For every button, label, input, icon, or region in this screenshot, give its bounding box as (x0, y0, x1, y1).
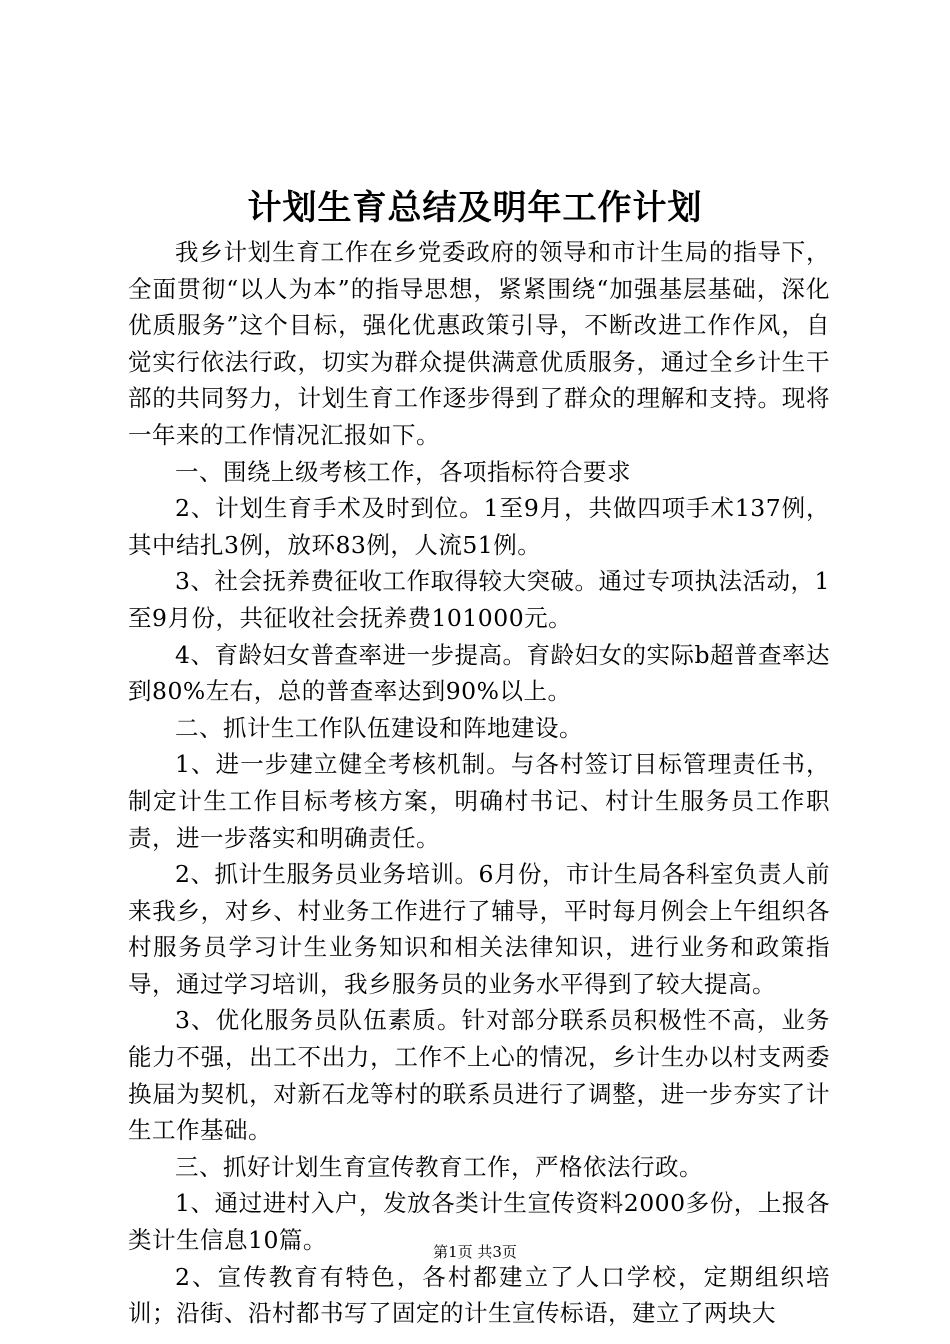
paragraph: 1、进一步建立健全考核机制。与各村签订目标管理责任书，制定计生工作目标考核方案，明确村书记、村计生服务员工作职责，进一步落实和明确责任。 (128, 750, 830, 852)
section-heading: 二、抓计生工作队伍建设和阵地建设。 (175, 713, 583, 742)
document-body (128, 234, 830, 1332)
section-heading: 一、围绕上级考核工作，各项指标符合要求 (175, 457, 631, 486)
paragraph: 2、抓计生服务员业务培训。6月份，市计生局各科室负责人前来我乡，对乡、村业务工作进行了辅导，平时每月例会上午组织各村服务员学习计生业务知识和相关法律知识，进行业务和政策指导，通过学习培训，我乡服务员的业务水平得到了较大提高。 (128, 860, 830, 998)
paragraph: 我乡计划生育工作在乡党委政府的领导和市计生局的指导下，全面贯彻“以人为本”的指导思想，紧紧围绕“加强基层基础，深化优质服务”这个目标，强化优惠政策引导，不断改进工作作风，自觉实行依法行政，切实为群众提供满意优质服务，通过全乡计生干部的共同努力，计划生育工作逐步得到了群众的理解和支持。现将一年来的工作情况汇报如下。 (128, 238, 830, 449)
paragraph: 3、社会抚养费征收工作取得较大突破。通过专项执法活动，1至9月份，共征收社会抚养费101000元。 (128, 567, 830, 632)
paragraph: 2、计划生育手术及时到位。1至9月，共做四项手术137例，其中结扎3例，放环83例，人流51例。 (128, 494, 830, 559)
page-title: 计划生育总结及明年工作计划 (247, 188, 703, 228)
paragraph: 4、育龄妇女普查率进一步提高。育龄妇女的实际b超普查率达到80%左右，总的普查率达到90%以上。 (128, 640, 830, 706)
paragraph: 1、通过进村入户，发放各类计生宣传资料2000多份，上报各类计生信息10篇。 (128, 1189, 830, 1255)
paragraph: 2、宣传教育有特色，各村都建立了人口学校，定期组织培训；沿街、沿村都书写了固定的计生宣传标语，建立了两块大 (128, 1262, 830, 1328)
section-heading: 三、抓好计划生育宣传教育工作，严格依法行政。 (175, 1152, 703, 1181)
page-number: 第1页 共3页 (433, 1243, 517, 1261)
paragraph: 3、优化服务员队伍素质。针对部分联系员积极性不高，业务能力不强，出工不出力，工作不上心的情况，乡计生办以村支两委换届为契机，对新石龙等村的联系员进行了调整，进一步夯实了计生工作基础。 (128, 1006, 830, 1145)
